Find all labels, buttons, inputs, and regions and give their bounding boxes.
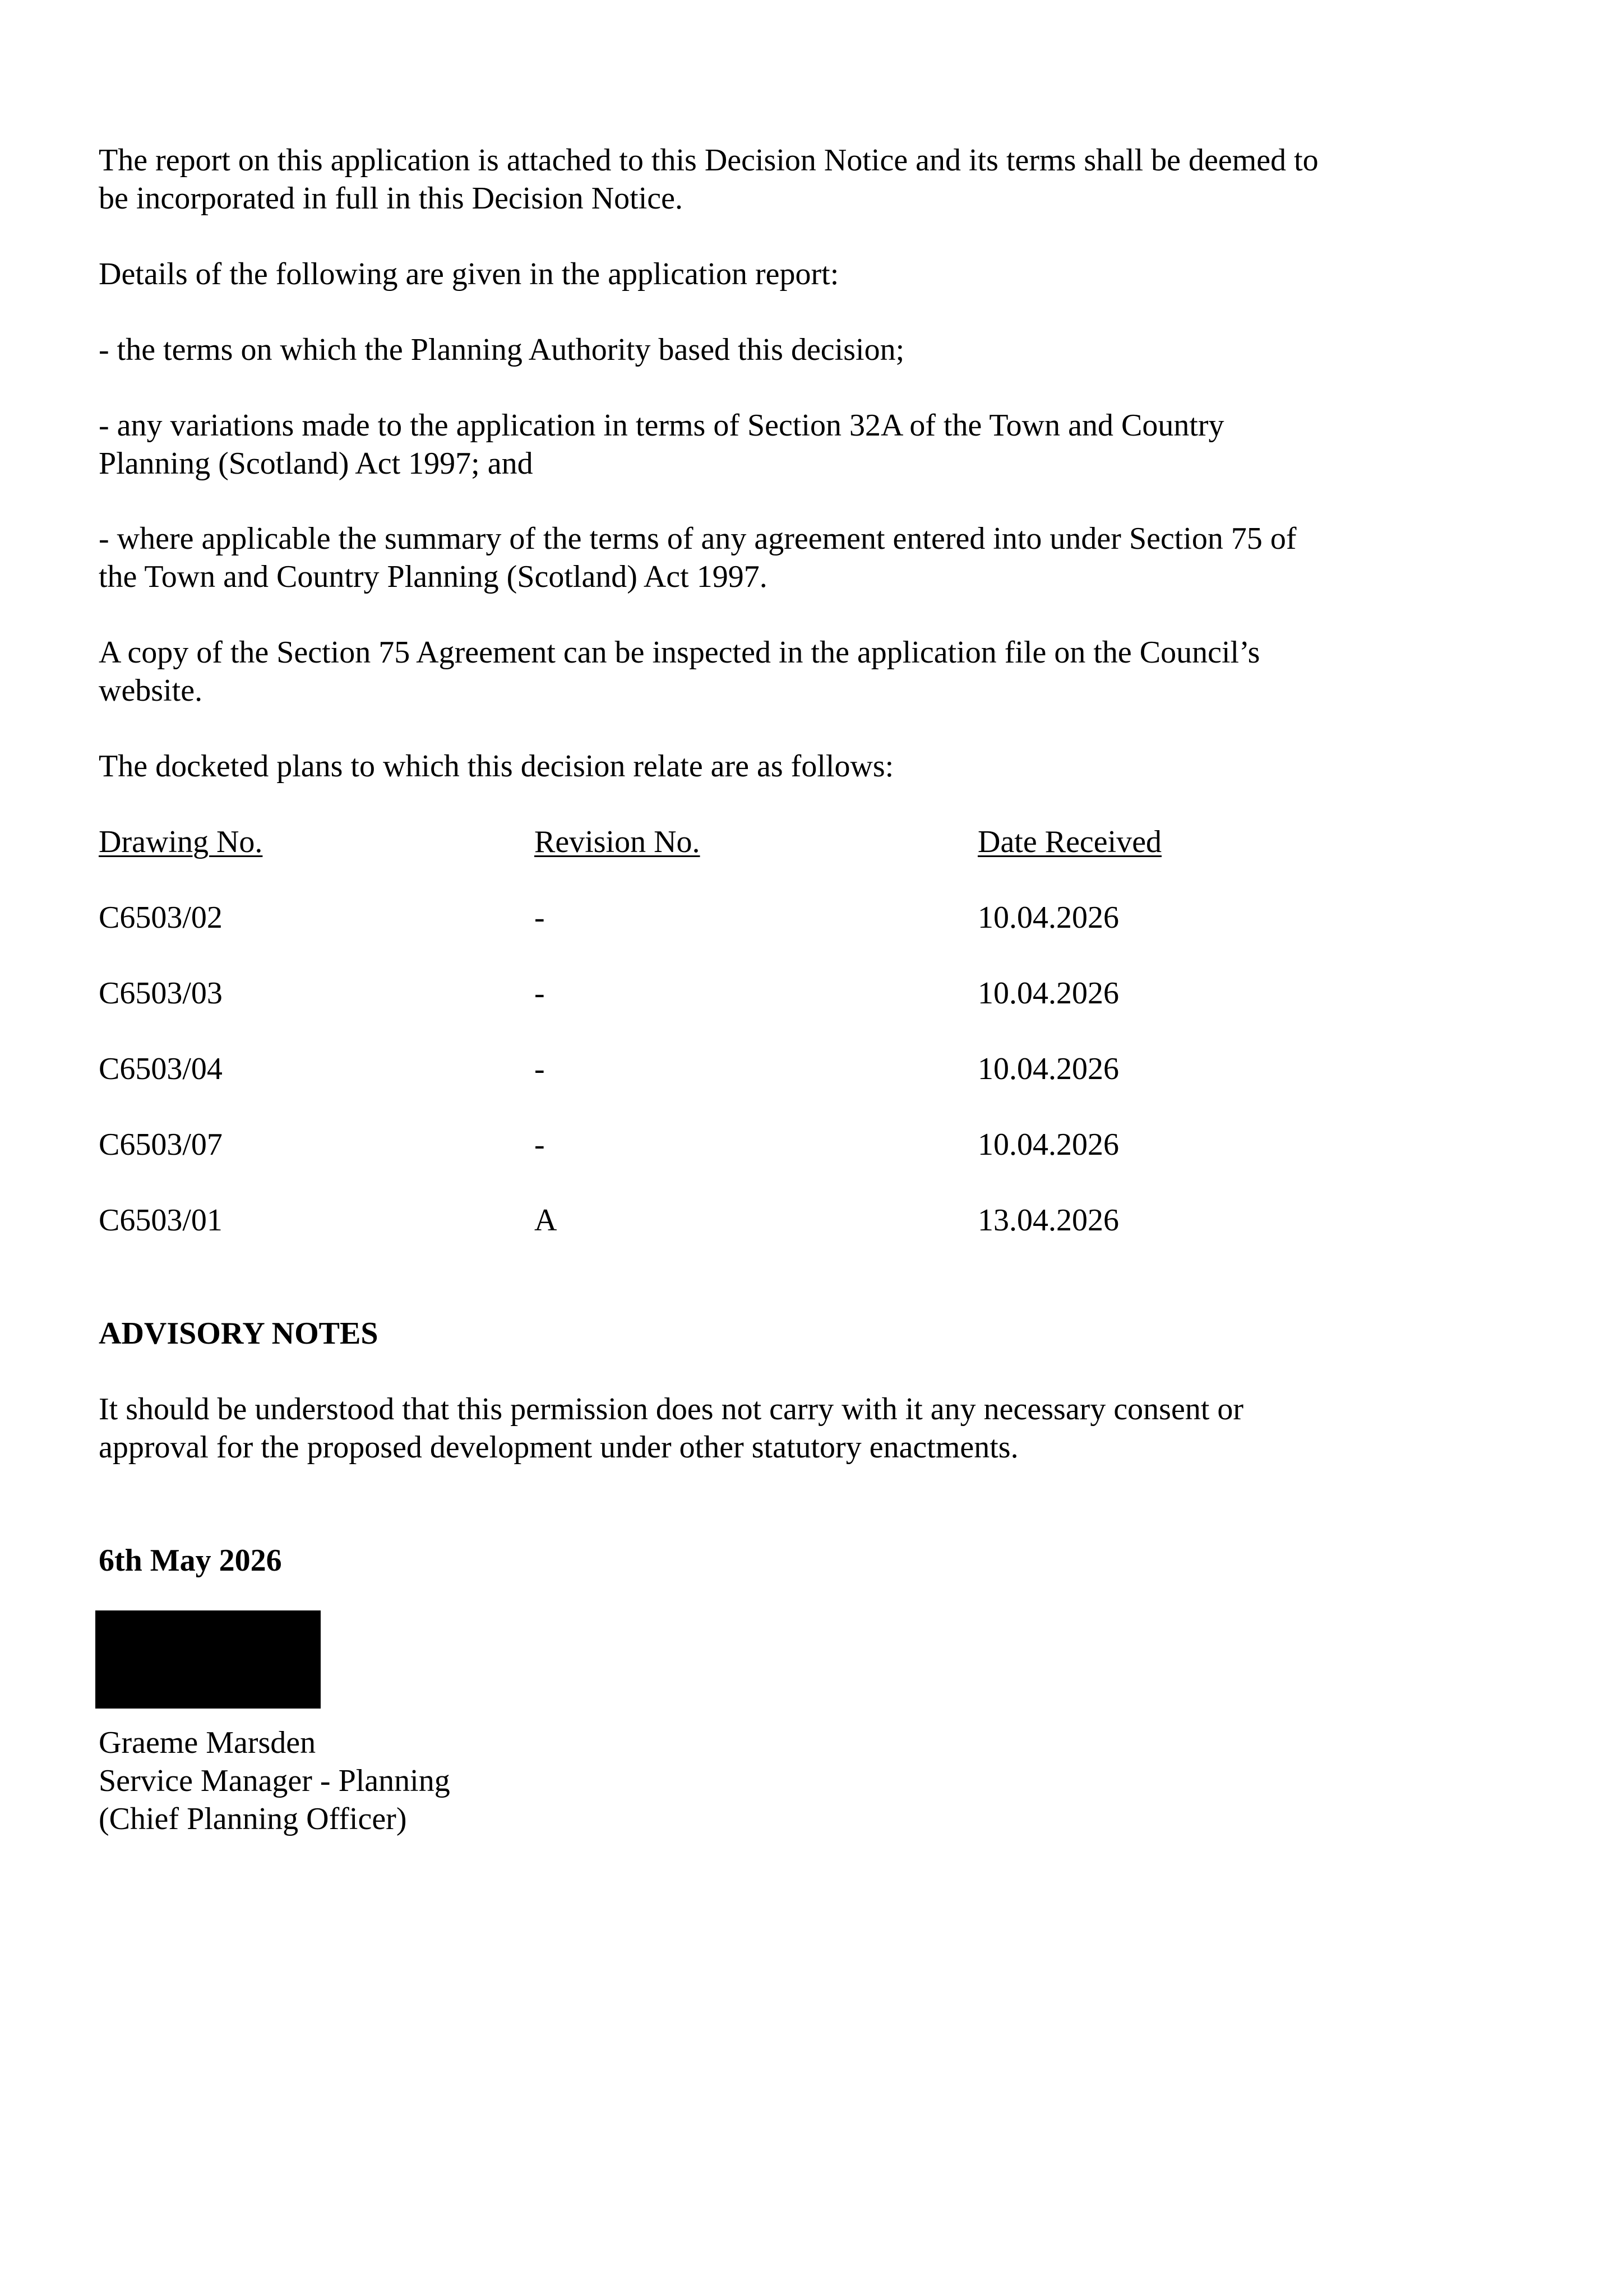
advisory-line-1: It should be understood that this permission does not carry with it any necessary consent or <box>99 1392 1244 1427</box>
advisory-heading: ADVISORY NOTES <box>99 1316 378 1351</box>
bullet-agreement-line-1: - where applicable the summary of the terms of any agreement entered into under Section 75 of <box>99 521 1297 556</box>
date-received-cell: 10.04.2026 <box>978 1127 1119 1162</box>
copy-paragraph <box>99 633 1405 710</box>
date-received-cell: 13.04.2026 <box>978 1203 1119 1238</box>
details-intro: Details of the following are given in the application report: <box>99 257 839 291</box>
copy-line-1: A copy of the Section 75 Agreement can be inspected in the application file on the Council’s <box>99 635 1260 670</box>
header-revision-no: Revision No. <box>534 825 700 859</box>
date-received-cell: 10.04.2026 <box>978 1052 1119 1086</box>
signatory-role: Service Manager - Planning <box>99 1763 450 1798</box>
redacted-signature <box>95 1610 321 1709</box>
bullet-variations-line-2: Planning (Scotland) Act 1997; and <box>99 446 533 481</box>
drawing-no-cell: C6503/04 <box>99 1052 223 1086</box>
date-received-cell: 10.04.2026 <box>978 900 1119 935</box>
revision-no-cell: - <box>534 976 545 1011</box>
revision-no-cell: - <box>534 1052 545 1086</box>
date-received-cell: 10.04.2026 <box>978 976 1119 1011</box>
plans-intro: The docketed plans to which this decision relate are as follows: <box>99 749 894 784</box>
report-paragraph <box>99 141 1405 217</box>
advisory-line-2: approval for the proposed development under other statutory enactments. <box>99 1430 1019 1465</box>
header-drawing-no: Drawing No. <box>99 825 263 859</box>
bullet-terms: - the terms on which the Planning Authority based this decision; <box>99 332 905 367</box>
decision-date: 6th May 2026 <box>99 1543 282 1578</box>
bullet-agreement <box>99 520 1405 596</box>
drawing-no-cell: C6503/01 <box>99 1203 223 1238</box>
bullet-agreement-line-2: the Town and Country Planning (Scotland) Act 1997. <box>99 559 767 594</box>
bullet-variations-line-1: - any variations made to the application in terms of Section 32A of the Town and Country <box>99 408 1224 443</box>
report-line-2: be incorporated in full in this Decision Notice. <box>99 181 683 216</box>
advisory-paragraph <box>99 1390 1405 1466</box>
revision-no-cell: - <box>534 900 545 935</box>
drawing-no-cell: C6503/07 <box>99 1127 223 1162</box>
drawing-no-cell: C6503/02 <box>99 900 223 935</box>
drawing-no-cell: C6503/03 <box>99 976 223 1011</box>
signatory-name: Graeme Marsden <box>99 1725 316 1760</box>
signatory-block <box>99 1724 1405 1838</box>
bullet-variations <box>99 406 1405 483</box>
header-date-received: Date Received <box>978 825 1162 859</box>
copy-line-2: website. <box>99 673 203 708</box>
revision-no-cell: - <box>534 1127 545 1162</box>
signatory-title: (Chief Planning Officer) <box>99 1802 407 1836</box>
report-line-1: The report on this application is attached to this Decision Notice and its terms shall be deemed to <box>99 143 1319 178</box>
revision-no-cell: A <box>534 1203 557 1238</box>
